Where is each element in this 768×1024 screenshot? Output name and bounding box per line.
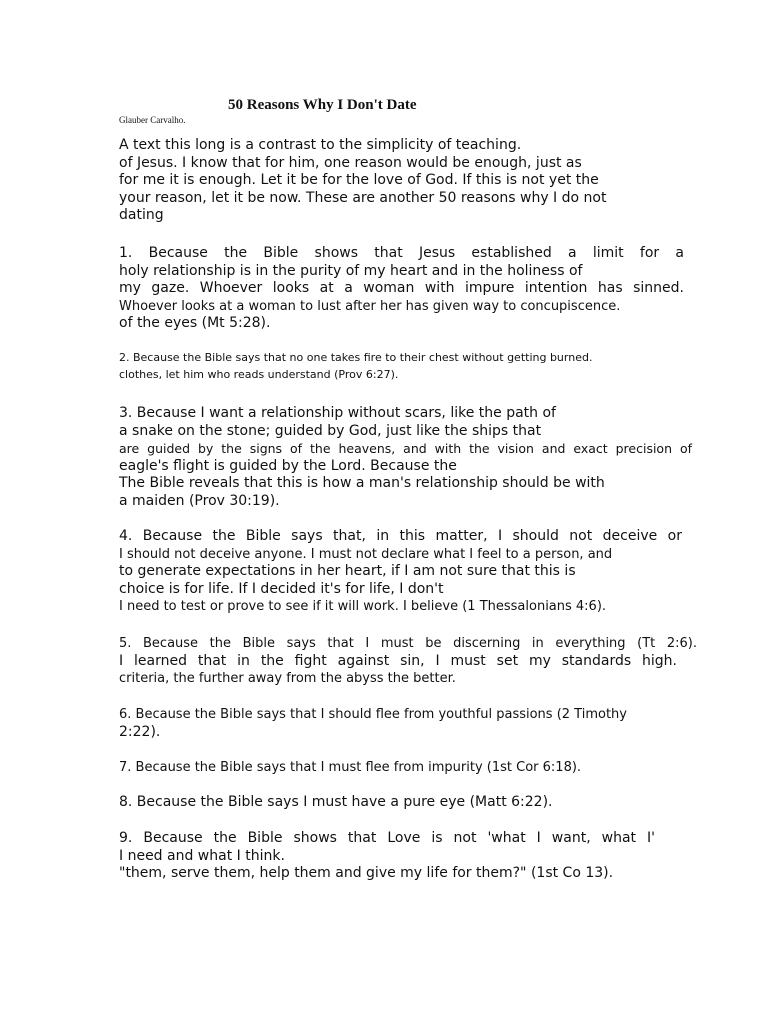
text-line: are guided by the signs of the heavens, and with the vision and exact precision of [119, 441, 692, 456]
author-name: Glauber Carvalho. [119, 115, 186, 125]
text-line: your reason, let it be now. These are another 50 reasons why I do not [119, 189, 607, 206]
text-line: of Jesus. I know that for him, one reason would be enough, just as [119, 154, 582, 171]
text-line: 2:22). [119, 723, 161, 740]
text-line: a snake on the stone; guided by God, just like the ships that [119, 422, 542, 439]
reason-5 [119, 635, 699, 688]
text-line: for me it is enough. Let it be for the love of God. If this is not yet the [119, 172, 599, 188]
text-line: dating [119, 207, 164, 223]
text-line: eagle's flight is guided by the Lord. Because the [119, 457, 457, 474]
text-line: "them, serve them, help them and give my life for them?" (1st Co 13). [119, 865, 614, 881]
reason-4 [119, 528, 699, 616]
intro-paragraph [119, 137, 699, 225]
text-line: A text this long is a contrast to the simplicity of teaching. [119, 137, 522, 153]
reason-9 [119, 830, 699, 883]
text-line: The Bible reveals that this is how a man's relationship should be with [119, 475, 605, 491]
text-line: 1. Because the Bible shows that Jesus established a limit for a [119, 245, 684, 261]
reason-2 [119, 349, 699, 383]
text-line: I need to test or prove to see if it will work. I believe (1 Thessalonians 4:6). [119, 599, 607, 614]
text-line: Whoever looks at a woman to lust after her has given way to concupiscence. [119, 298, 621, 314]
reason-1 [119, 245, 699, 333]
document-title: 50 Reasons Why I Don't Date [228, 97, 417, 113]
text-line: 3. Because I want a relationship without scars, like the path of [119, 405, 556, 421]
text-line: of the eyes (Mt 5:28). [119, 315, 271, 331]
text-line: 7. Because the Bible says that I must flee from impurity (1st Cor 6:18). [119, 760, 582, 775]
text-line: I learned that in the fight against sin, I must set my standards high. [119, 652, 677, 669]
text-line: clothes, let him who reads understand (Prov 6:27). [119, 368, 399, 381]
text-line: 5. Because the Bible says that I must be discerning in everything (Tt 2:6). [119, 636, 697, 651]
text-line: 8. Because the Bible says I must have a pure eye (Matt 6:22). [119, 794, 553, 810]
text-line: choice is for life. If I decided it's for life, I don't [119, 580, 444, 597]
text-line: to generate expectations in her heart, if I am not sure that this is [119, 563, 576, 579]
reason-7 [119, 759, 699, 777]
reason-6 [119, 706, 699, 741]
text-line: 9. Because the Bible shows that Love is not 'what I want, what I' [119, 830, 655, 846]
text-line: 2. Because the Bible says that no one takes fire to their chest without getting burned. [119, 351, 593, 364]
text-line: my gaze. Whoever looks at a woman with impure intention has sinned. [119, 280, 684, 296]
text-line: 4. Because the Bible says that, in this matter, I should not deceive or [119, 528, 682, 544]
text-line: 6. Because the Bible says that I should flee from youthful passions (2 Timothy [119, 707, 627, 722]
text-line: holy relationship is in the purity of my heart and in the holiness of [119, 262, 583, 279]
text-line: a maiden (Prov 30:19). [119, 492, 280, 509]
reason-3 [119, 405, 699, 510]
text-line: I need and what I think. [119, 847, 285, 864]
text-line: I should not deceive anyone. I must not declare what I feel to a person, and [119, 546, 613, 562]
reason-8 [119, 794, 699, 812]
text-line: criteria, the further away from the abyss the better. [119, 671, 456, 686]
